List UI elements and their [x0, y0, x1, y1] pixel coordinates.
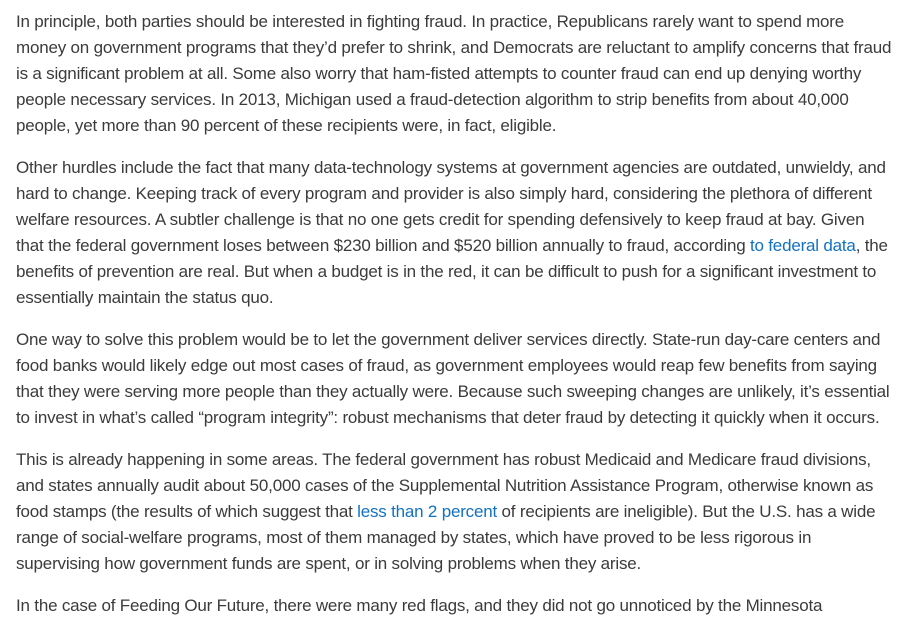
- article-paragraph: [16, 155, 896, 311]
- article-paragraphs: [16, 9, 896, 619]
- article-paragraph: [16, 593, 896, 619]
- text-run: In principle, both parties should be interested in fighting fraud. In practice, Republicans rarely want to spend more money on government programs that they’d prefer to shrink, and Democrats are reluctant to amplify concerns that fraud is a significant problem at all. Some also worry that ham-fisted attempts to counter fraud can end up denying worthy people necessary services. In 2013, Michigan used a fraud-detection algorithm to strip benefits from about 40,000 people, yet more than 90 percent of these recipients were, in fact, eligible.: [16, 12, 892, 135]
- article-paragraph: [16, 9, 896, 139]
- article-paragraph: [16, 327, 896, 431]
- inline-link[interactable]: to federal data: [749, 236, 856, 255]
- text-run: Other hurdles include the fact that many data-technology systems at government agencies are outdated, unwieldy, and hard to change. Keeping track of every program and provider is also simply hard, considering the plethora of different welfare resources. A subtler challenge is that no one gets credit for spending defensively to keep fraud at bay. Given that the federal government loses between $230 billion and $520 billion annually to fraud, according: [16, 158, 886, 255]
- text-run: This is already happening in some areas. The federal government has robust Medicaid and Medicare fraud divisions, and states annually audit about 50,000 cases of the Supplemental Nutrition Assistance Program, otherwise known as food stamps (the results of which suggest that: [16, 450, 874, 521]
- article-paragraph: [16, 447, 896, 577]
- text-run: In the case of Feeding Our Future, there were many red flags, and they did not go unnoticed by the Minnesota: [16, 596, 823, 615]
- text-run: , the benefits of prevention are real. But when a budget is in the red, it can be difficult to push for a significant investment to essentially maintain the status quo.: [16, 236, 888, 307]
- inline-link[interactable]: less than 2 percent: [357, 502, 498, 521]
- text-run: One way to solve this problem would be to let the government deliver services directly. State-run day-care centers and food banks would likely edge out most cases of fraud, as government employees would reap few benefits from saying that they were serving more people than they actually were. Because such sweeping changes are unlikely, it’s essential to invest in what’s called “program integrity”: robust mechanisms that deter fraud by detecting it quickly when it occurs.: [16, 330, 890, 427]
- text-run: of recipients are ineligible). But the U.S. has a wide range of social-welfare programs, most of them managed by states, which have proved to be less rigorous in supervising how government funds are spent, or in solving problems when they arise.: [16, 502, 876, 573]
